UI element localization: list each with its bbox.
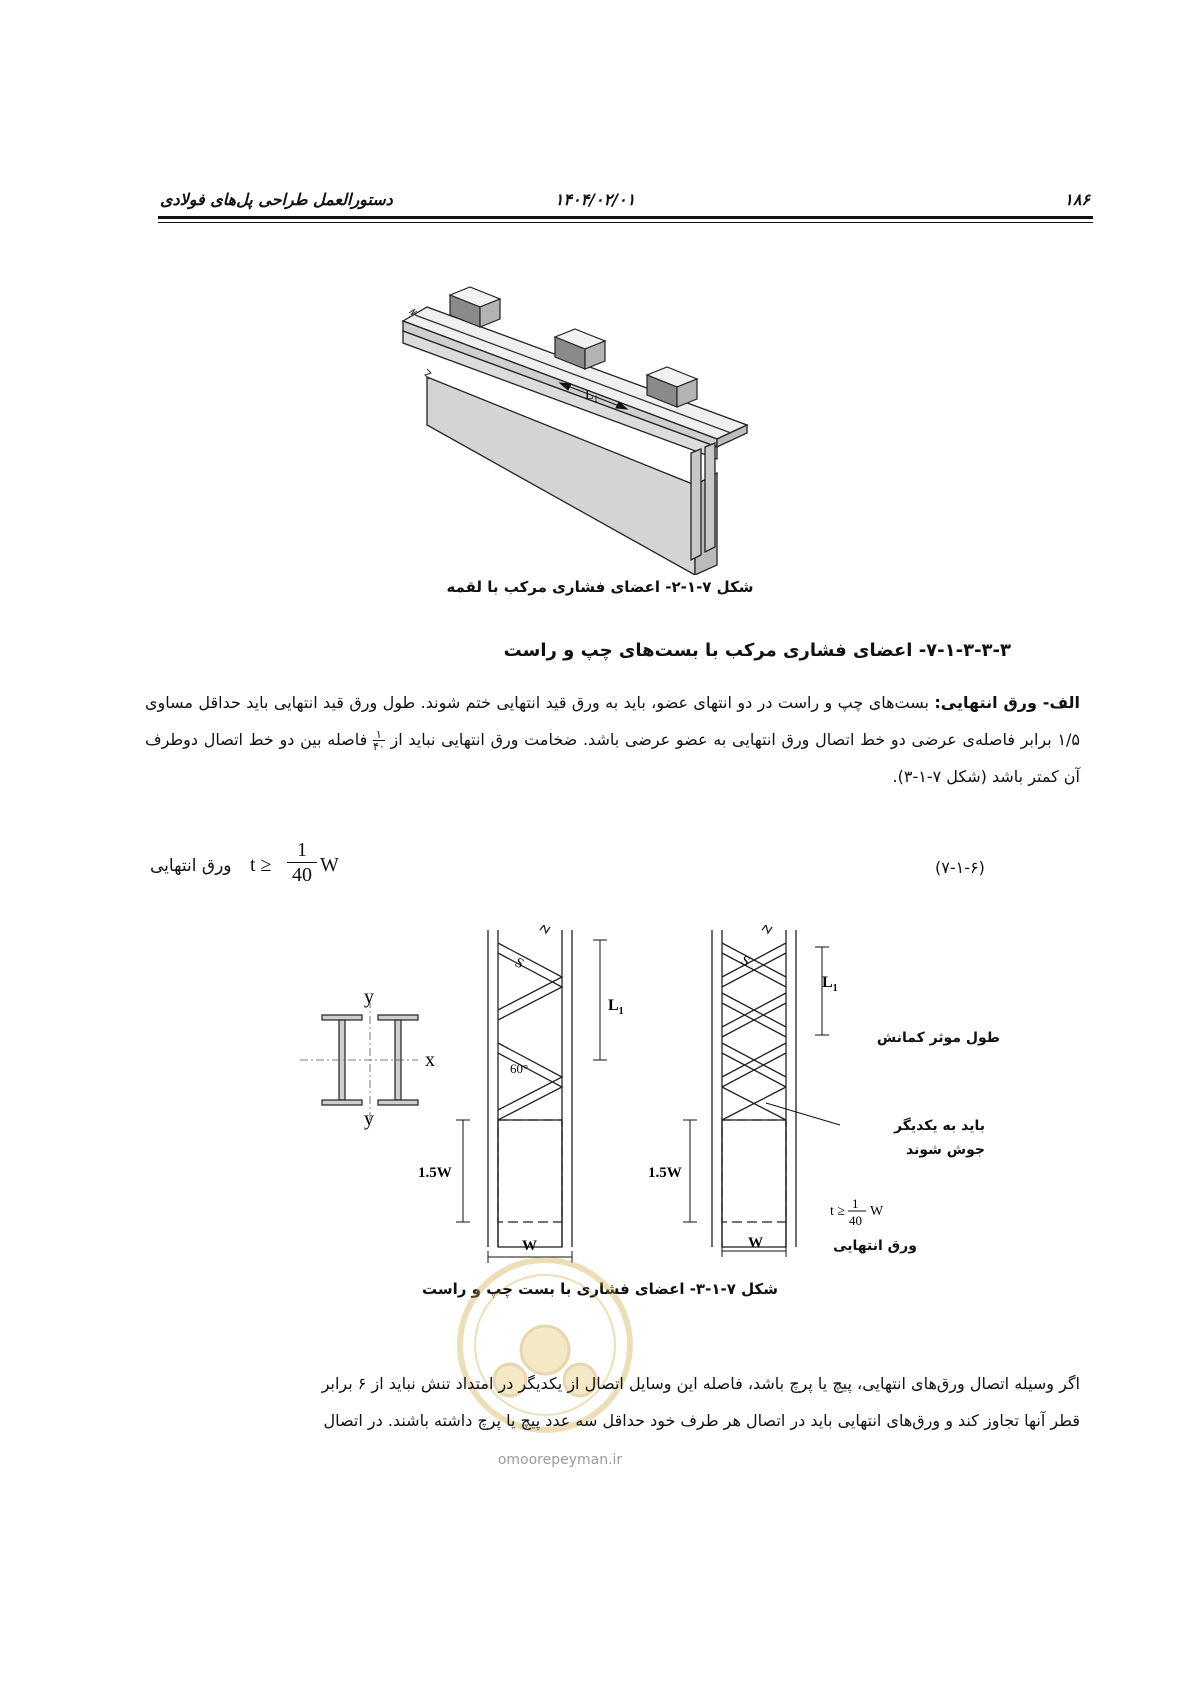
paragraph-tail: فاصله بین دو خط اتصال دوطرف آن کمتر باشد (شکل ۷-۱-۳).: [145, 730, 1080, 786]
header-page-number: ۱۸۶: [1064, 190, 1090, 209]
equation-label: ورق انتهایی: [150, 856, 232, 876]
right-width-label: W: [748, 1235, 763, 1251]
left-width-label: W: [522, 1238, 537, 1254]
figure-composite-member-with-fillers: [395, 285, 815, 575]
right-height-label: 1.5W: [648, 1165, 682, 1181]
lacing-angle-label: 60°: [510, 1061, 529, 1076]
end-plate-label: ورق انتهایی: [833, 1238, 917, 1254]
t-formula-num: 1: [852, 1196, 859, 1211]
equation-lhs: t ≥: [250, 854, 272, 876]
header-title: دستورالعمل طراحی پل‌های فولادی: [160, 190, 393, 209]
equation-fraction: 1 40: [287, 838, 317, 887]
paragraph-lead: الف- ورق انتهایی:: [934, 693, 1080, 712]
right-lacing-spacing-label: S: [738, 953, 753, 971]
right-l1-label: $L_1$: [822, 974, 838, 994]
section-paragraph: [145, 684, 1080, 795]
watermark-url: omoorepeyman.ir: [497, 1452, 623, 1468]
header-rule-thick: [158, 216, 1093, 219]
t-formula-den: 40: [849, 1213, 862, 1228]
inline-fraction: ۱ ۴۰: [372, 728, 385, 753]
paragraph-text: بست‌های چپ و راست در دو انتهای عضو، باید به ورق قید انتهایی ختم شوند. طول ورق قید انتهایی باید حداقل مساوی ۱/۵ برابر فاصله‌ی عرضی دو خط اتصال ورق انتهایی به عضو عرضی باشد. ضخامت ورق انتهایی نباید از: [145, 693, 1081, 749]
axis-y-top-label: y: [364, 986, 374, 1008]
t-formula-var: W: [870, 1204, 884, 1219]
axis-x-label: x: [425, 1049, 435, 1071]
bottom-paragraph-line2: قطر آنها تجاوز کند و ورق‌های انتهایی باید در اتصال هر طرف خود حداقل سه عدد پیچ یا پرچ داشته باشند. در اتصال: [323, 1411, 1080, 1430]
header-date: ۱۴۰۴/۰۲/۰۱: [554, 190, 636, 209]
left-height-label: 1.5W: [418, 1165, 452, 1181]
weld-note-line2: جوش شوند: [906, 1142, 985, 1158]
double-lacing-member: [712, 925, 796, 1247]
single-lacing-member: [488, 925, 572, 1247]
equation-number: (۷-۱-۶): [935, 858, 985, 877]
figure1-caption: شکل ۷-۱-۲- اعضای فشاری مرکب با لقمه: [446, 578, 754, 596]
effective-length-label: طول موثر کمانش: [876, 1030, 1000, 1046]
dimension-l1-label: $L_1$: [585, 388, 599, 404]
equation: [150, 838, 340, 890]
header-rule-thin: [158, 222, 1093, 223]
weld-note-line1: باید به یکدیگر: [894, 1118, 985, 1134]
left-l1-label: $L_1$: [608, 997, 624, 1017]
equation-var: W: [320, 854, 339, 876]
t-formula-lhs: t ≥: [830, 1204, 846, 1219]
figure2-caption: شکل ۷-۱-۳- اعضای فشاری با بست چپ و راست: [422, 1280, 778, 1298]
bottom-paragraph: [145, 1365, 1080, 1439]
lacing-spacing-label: S: [512, 955, 527, 973]
bottom-paragraph-line1: اگر وسیله اتصال ورق‌های انتهایی، پیچ یا پرچ باشد، فاصله این وسایل اتصال از یکدیگر در امتداد تنش نباید از ۶ برابر: [321, 1374, 1080, 1393]
axis-y-bottom-label: y: [364, 1108, 374, 1130]
section-heading: ۷-۱-۳-۳-۳- اعضای فشاری مرکب با بست‌های چپ و راست: [503, 640, 1011, 661]
